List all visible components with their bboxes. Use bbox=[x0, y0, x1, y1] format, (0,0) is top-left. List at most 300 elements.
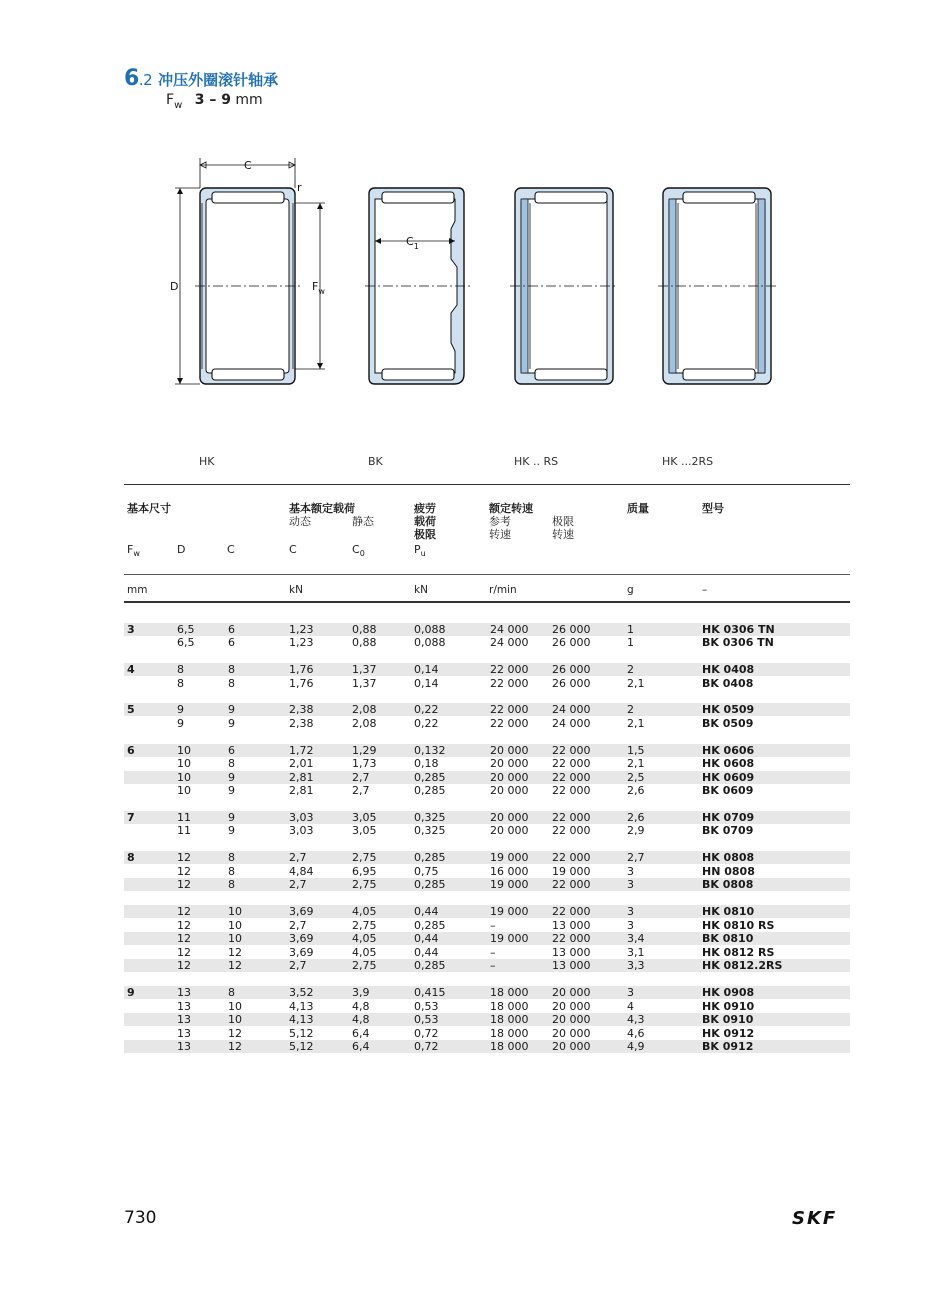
table-row bbox=[124, 986, 850, 999]
cell-cd: 2,81 bbox=[289, 784, 314, 797]
cell-ref: – bbox=[490, 946, 496, 959]
cell-ref: 20 000 bbox=[490, 744, 529, 757]
cell-c: 12 bbox=[228, 1040, 242, 1053]
cell-mass: 3 bbox=[627, 905, 634, 918]
bore-range-subheading: $F_w$ 3 – 9 mm bbox=[166, 92, 263, 111]
cell-cd: 2,81 bbox=[289, 771, 314, 784]
cell-ref: 16 000 bbox=[490, 865, 529, 878]
cell-des: BK 0808 bbox=[702, 878, 754, 891]
cell-cd: 3,69 bbox=[289, 946, 314, 959]
cell-lim: 22 000 bbox=[552, 757, 591, 770]
cell-des: HK 0808 bbox=[702, 851, 755, 864]
cell-mass: 1 bbox=[627, 623, 634, 636]
figure-label-hk-2rs: HK ...2RS bbox=[662, 455, 714, 468]
cell-ref: 19 000 bbox=[490, 878, 529, 891]
figure-label-bk: BK bbox=[368, 455, 383, 468]
cell-c0: 2,7 bbox=[352, 771, 370, 784]
cell-d: 11 bbox=[177, 824, 191, 837]
cell-pu: 0,325 bbox=[414, 811, 446, 824]
cell-mass: 3 bbox=[627, 919, 634, 932]
cell-c0: 6,4 bbox=[352, 1027, 370, 1040]
cell-lim: 13 000 bbox=[552, 946, 591, 959]
cell-fw: 6 bbox=[127, 744, 135, 757]
cell-pu: 0,44 bbox=[414, 946, 439, 959]
cell-des: HK 0609 bbox=[702, 771, 755, 784]
header-load-ratings: 基本额定载荷 bbox=[289, 502, 355, 515]
cell-c0: 3,9 bbox=[352, 986, 370, 999]
dim-c-label: C bbox=[244, 159, 252, 172]
cell-c: 6 bbox=[228, 744, 235, 757]
cell-c: 9 bbox=[228, 784, 235, 797]
cell-c: 9 bbox=[228, 717, 235, 730]
cell-des: HK 0306 TN bbox=[702, 623, 775, 636]
cell-c: 9 bbox=[228, 771, 235, 784]
cell-pu: 0,285 bbox=[414, 959, 446, 972]
cell-lim: 22 000 bbox=[552, 824, 591, 837]
cell-des: HK 0509 bbox=[702, 703, 755, 716]
cell-d: 13 bbox=[177, 1040, 191, 1053]
cell-c0: 2,08 bbox=[352, 703, 377, 716]
table-row bbox=[124, 771, 850, 784]
cell-pu: 0,132 bbox=[414, 744, 446, 757]
cell-d: 6,5 bbox=[177, 623, 195, 636]
cell-ref: 20 000 bbox=[490, 824, 529, 837]
cell-cd: 1,76 bbox=[289, 677, 314, 690]
cell-c0: 0,88 bbox=[352, 623, 377, 636]
units-bottom-rule bbox=[124, 601, 850, 603]
cell-c: 10 bbox=[228, 1000, 242, 1013]
cell-ref: 20 000 bbox=[490, 757, 529, 770]
cell-lim: 24 000 bbox=[552, 703, 591, 716]
unit-dash: – bbox=[702, 584, 708, 596]
table-row bbox=[124, 623, 850, 636]
cell-ref: 22 000 bbox=[490, 677, 529, 690]
cell-c0: 1,29 bbox=[352, 744, 377, 757]
cell-fw: 7 bbox=[127, 811, 135, 824]
cell-d: 13 bbox=[177, 986, 191, 999]
cell-d: 12 bbox=[177, 905, 191, 918]
table-row bbox=[124, 784, 850, 797]
cell-lim: 19 000 bbox=[552, 865, 591, 878]
cell-des: HK 0912 bbox=[702, 1027, 755, 1040]
cell-c: 10 bbox=[228, 905, 242, 918]
cell-cd: 2,7 bbox=[289, 851, 307, 864]
cell-c0: 2,75 bbox=[352, 959, 377, 972]
cell-fw: 5 bbox=[127, 703, 135, 716]
table-row bbox=[124, 677, 850, 690]
cell-c: 8 bbox=[228, 677, 235, 690]
cell-mass: 3 bbox=[627, 878, 634, 891]
cell-des: BK 0609 bbox=[702, 784, 754, 797]
cell-ref: 24 000 bbox=[490, 636, 529, 649]
cell-ref: 20 000 bbox=[490, 784, 529, 797]
unit-g: g bbox=[627, 584, 634, 596]
cell-d: 8 bbox=[177, 663, 184, 676]
cell-pu: 0,088 bbox=[414, 623, 446, 636]
cell-cd: 1,23 bbox=[289, 623, 314, 636]
cell-d: 11 bbox=[177, 811, 191, 824]
cell-d: 12 bbox=[177, 919, 191, 932]
table-row bbox=[124, 946, 850, 959]
cell-cd: 5,12 bbox=[289, 1027, 314, 1040]
cell-mass: 1,5 bbox=[627, 744, 645, 757]
hk-rs-drawing bbox=[510, 188, 618, 384]
cell-cd: 3,69 bbox=[289, 932, 314, 945]
cell-d: 12 bbox=[177, 865, 191, 878]
cell-fw: 8 bbox=[127, 851, 135, 864]
cell-ref: 24 000 bbox=[490, 623, 529, 636]
cell-c0: 2,75 bbox=[352, 851, 377, 864]
cell-lim: 20 000 bbox=[552, 1040, 591, 1053]
figure-label-hk-rs: HK .. RS bbox=[514, 455, 559, 468]
cell-des: BK 0306 TN bbox=[702, 636, 774, 649]
cell-mass: 3,1 bbox=[627, 946, 645, 959]
cell-des: HK 0812.2RS bbox=[702, 959, 783, 972]
header-divider bbox=[124, 574, 850, 575]
cell-des: HK 0810 RS bbox=[702, 919, 775, 932]
cell-c: 10 bbox=[228, 1013, 242, 1026]
cell-d: 10 bbox=[177, 771, 191, 784]
cell-pu: 0,325 bbox=[414, 824, 446, 837]
cell-mass: 2,6 bbox=[627, 811, 645, 824]
cell-cd: 3,52 bbox=[289, 986, 314, 999]
cell-c0: 4,05 bbox=[352, 946, 377, 959]
cell-d: 10 bbox=[177, 784, 191, 797]
cell-mass: 4,9 bbox=[627, 1040, 645, 1053]
table-row bbox=[124, 811, 850, 824]
cell-c: 8 bbox=[228, 663, 235, 676]
cell-d: 6,5 bbox=[177, 636, 195, 649]
cell-c: 9 bbox=[228, 811, 235, 824]
cell-c: 8 bbox=[228, 865, 235, 878]
table-row bbox=[124, 1027, 850, 1040]
cell-ref: 22 000 bbox=[490, 717, 529, 730]
cell-des: BK 0912 bbox=[702, 1040, 754, 1053]
cell-pu: 0,75 bbox=[414, 865, 439, 878]
unit-rmin: r/min bbox=[489, 584, 517, 596]
cell-pu: 0,415 bbox=[414, 986, 446, 999]
cell-pu: 0,285 bbox=[414, 784, 446, 797]
cell-mass: 4,3 bbox=[627, 1013, 645, 1026]
cell-pu: 0,088 bbox=[414, 636, 446, 649]
table-row bbox=[124, 851, 850, 864]
header-fatigue: 疲劳 载荷 极限 bbox=[414, 502, 436, 541]
cell-c0: 4,05 bbox=[352, 905, 377, 918]
cell-ref: 18 000 bbox=[490, 1040, 529, 1053]
cell-cd: 4,13 bbox=[289, 1013, 314, 1026]
cell-des: BK 0709 bbox=[702, 824, 754, 837]
cell-ref: 22 000 bbox=[490, 703, 529, 716]
header-reference-speed: 参考 转速 bbox=[489, 515, 511, 541]
cell-mass: 2,1 bbox=[627, 717, 645, 730]
cell-cd: 2,38 bbox=[289, 717, 314, 730]
cell-c0: 2,75 bbox=[352, 919, 377, 932]
table-row bbox=[124, 878, 850, 891]
table-row bbox=[124, 905, 850, 918]
unit-mm: mm bbox=[127, 584, 148, 596]
cell-lim: 22 000 bbox=[552, 744, 591, 757]
cell-mass: 4,6 bbox=[627, 1027, 645, 1040]
header-c0: $C_0$ bbox=[352, 543, 365, 559]
cell-d: 12 bbox=[177, 932, 191, 945]
cell-c0: 2,7 bbox=[352, 784, 370, 797]
header-speed-ratings: 额定转速 bbox=[489, 502, 533, 515]
table-row bbox=[124, 1000, 850, 1013]
cell-cd: 3,69 bbox=[289, 905, 314, 918]
cell-lim: 26 000 bbox=[552, 663, 591, 676]
cell-mass: 3,3 bbox=[627, 959, 645, 972]
cell-des: HK 0408 bbox=[702, 663, 755, 676]
cell-d: 9 bbox=[177, 717, 184, 730]
skf-logo: SKF bbox=[792, 1208, 838, 1229]
cell-pu: 0,22 bbox=[414, 703, 439, 716]
cell-pu: 0,44 bbox=[414, 905, 439, 918]
cell-lim: 22 000 bbox=[552, 932, 591, 945]
cell-ref: 20 000 bbox=[490, 771, 529, 784]
cell-c: 9 bbox=[228, 703, 235, 716]
cell-pu: 0,44 bbox=[414, 932, 439, 945]
cell-d: 12 bbox=[177, 878, 191, 891]
cell-pu: 0,14 bbox=[414, 677, 439, 690]
cell-c0: 1,37 bbox=[352, 677, 377, 690]
cell-cd: 3,03 bbox=[289, 824, 314, 837]
cell-lim: 22 000 bbox=[552, 851, 591, 864]
cell-pu: 0,285 bbox=[414, 878, 446, 891]
cell-d: 8 bbox=[177, 677, 184, 690]
cell-mass: 2 bbox=[627, 703, 634, 716]
bk-drawing bbox=[365, 188, 470, 384]
cell-c: 10 bbox=[228, 919, 242, 932]
cell-des: HK 0606 bbox=[702, 744, 755, 757]
cell-d: 10 bbox=[177, 757, 191, 770]
unit-kn-fatigue: kN bbox=[414, 584, 428, 596]
cell-c: 12 bbox=[228, 946, 242, 959]
cell-cd: 2,7 bbox=[289, 959, 307, 972]
cell-ref: 18 000 bbox=[490, 986, 529, 999]
header-pu: $P_u$ bbox=[414, 543, 426, 559]
header-c-dynamic: C bbox=[289, 543, 297, 556]
header-mass: 质量 bbox=[627, 502, 649, 515]
table-row bbox=[124, 744, 850, 757]
cell-mass: 2,6 bbox=[627, 784, 645, 797]
section-heading bbox=[124, 66, 278, 91]
cell-c0: 3,05 bbox=[352, 811, 377, 824]
cell-ref: 22 000 bbox=[490, 663, 529, 676]
cell-des: BK 0408 bbox=[702, 677, 754, 690]
cell-lim: 13 000 bbox=[552, 919, 591, 932]
cell-c: 12 bbox=[228, 1027, 242, 1040]
cell-cd: 2,7 bbox=[289, 878, 307, 891]
table-row bbox=[124, 717, 850, 730]
cell-ref: 19 000 bbox=[490, 851, 529, 864]
cell-cd: 3,03 bbox=[289, 811, 314, 824]
cell-c0: 4,8 bbox=[352, 1000, 370, 1013]
cell-cd: 5,12 bbox=[289, 1040, 314, 1053]
cell-c0: 3,05 bbox=[352, 824, 377, 837]
cell-fw: 9 bbox=[127, 986, 135, 999]
cell-c0: 6,95 bbox=[352, 865, 377, 878]
cell-d: 12 bbox=[177, 851, 191, 864]
cell-des: HK 0709 bbox=[702, 811, 755, 824]
cell-lim: 22 000 bbox=[552, 771, 591, 784]
cell-d: 12 bbox=[177, 959, 191, 972]
cell-ref: 19 000 bbox=[490, 932, 529, 945]
unit-kn-load: kN bbox=[289, 584, 303, 596]
table-row bbox=[124, 959, 850, 972]
figure-label-hk: HK bbox=[199, 455, 215, 468]
header-fw: $F_w$ bbox=[127, 543, 140, 559]
section-title: 冲压外圈滚针轴承 bbox=[158, 71, 279, 89]
cell-ref: 19 000 bbox=[490, 905, 529, 918]
cell-cd: 1,72 bbox=[289, 744, 314, 757]
cell-c: 10 bbox=[228, 932, 242, 945]
cell-lim: 20 000 bbox=[552, 986, 591, 999]
table-row bbox=[124, 824, 850, 837]
cell-des: HK 0810 bbox=[702, 905, 755, 918]
cell-lim: 20 000 bbox=[552, 1013, 591, 1026]
cell-mass: 1 bbox=[627, 636, 634, 649]
cell-pu: 0,14 bbox=[414, 663, 439, 676]
cell-c0: 2,08 bbox=[352, 717, 377, 730]
table-row bbox=[124, 919, 850, 932]
cell-lim: 24 000 bbox=[552, 717, 591, 730]
svg-text:Fw: $F_w$ bbox=[312, 280, 325, 296]
cell-d: 13 bbox=[177, 1013, 191, 1026]
cell-ref: – bbox=[490, 959, 496, 972]
cell-des: BK 0509 bbox=[702, 717, 754, 730]
header-c: C bbox=[227, 543, 235, 556]
cell-lim: 20 000 bbox=[552, 1027, 591, 1040]
cell-des: HK 0908 bbox=[702, 986, 755, 999]
cell-mass: 4 bbox=[627, 1000, 634, 1013]
dim-d-label: D bbox=[170, 280, 179, 293]
bearing-section-drawings bbox=[0, 150, 950, 450]
cell-lim: 26 000 bbox=[552, 623, 591, 636]
cell-ref: 18 000 bbox=[490, 1000, 529, 1013]
table-row bbox=[124, 757, 850, 770]
cell-c0: 0,88 bbox=[352, 636, 377, 649]
cell-mass: 3 bbox=[627, 865, 634, 878]
cell-cd: 4,13 bbox=[289, 1000, 314, 1013]
cell-lim: 22 000 bbox=[552, 784, 591, 797]
cell-fw: 4 bbox=[127, 663, 135, 676]
cell-c: 6 bbox=[228, 636, 235, 649]
cell-pu: 0,285 bbox=[414, 919, 446, 932]
cell-c: 12 bbox=[228, 959, 242, 972]
cell-des: HK 0608 bbox=[702, 757, 755, 770]
cell-cd: 1,76 bbox=[289, 663, 314, 676]
cell-des: HK 0910 bbox=[702, 1000, 755, 1013]
table-row bbox=[124, 663, 850, 676]
cell-ref: 18 000 bbox=[490, 1027, 529, 1040]
cell-d: 13 bbox=[177, 1000, 191, 1013]
cell-pu: 0,22 bbox=[414, 717, 439, 730]
cell-c: 8 bbox=[228, 851, 235, 864]
cell-c0: 1,73 bbox=[352, 757, 377, 770]
cell-mass: 2,9 bbox=[627, 824, 645, 837]
cell-c0: 2,75 bbox=[352, 878, 377, 891]
cell-c0: 4,05 bbox=[352, 932, 377, 945]
cell-des: BK 0810 bbox=[702, 932, 754, 945]
cell-d: 9 bbox=[177, 703, 184, 716]
cell-pu: 0,53 bbox=[414, 1013, 439, 1026]
cell-des: HN 0808 bbox=[702, 865, 755, 878]
table-row bbox=[124, 703, 850, 716]
cell-c: 9 bbox=[228, 824, 235, 837]
table-top-rule bbox=[124, 484, 850, 485]
cell-ref: – bbox=[490, 919, 496, 932]
cell-d: 13 bbox=[177, 1027, 191, 1040]
cell-c0: 6,4 bbox=[352, 1040, 370, 1053]
cell-cd: 4,84 bbox=[289, 865, 314, 878]
header-dynamic: 动态 bbox=[289, 515, 311, 528]
cell-cd: 2,01 bbox=[289, 757, 314, 770]
cell-lim: 22 000 bbox=[552, 811, 591, 824]
cell-c: 6 bbox=[228, 623, 235, 636]
cell-cd: 1,23 bbox=[289, 636, 314, 649]
cell-ref: 20 000 bbox=[490, 811, 529, 824]
cell-cd: 2,38 bbox=[289, 703, 314, 716]
cell-lim: 26 000 bbox=[552, 677, 591, 690]
header-d: D bbox=[177, 543, 186, 556]
cell-pu: 0,53 bbox=[414, 1000, 439, 1013]
cell-cd: 2,7 bbox=[289, 919, 307, 932]
cell-lim: 22 000 bbox=[552, 905, 591, 918]
header-limiting-speed: 极限 转速 bbox=[552, 515, 574, 541]
cell-mass: 2,5 bbox=[627, 771, 645, 784]
cell-lim: 22 000 bbox=[552, 878, 591, 891]
cell-lim: 26 000 bbox=[552, 636, 591, 649]
cell-pu: 0,72 bbox=[414, 1040, 439, 1053]
cell-ref: 18 000 bbox=[490, 1013, 529, 1026]
cell-pu: 0,285 bbox=[414, 851, 446, 864]
table-row bbox=[124, 1040, 850, 1053]
table-row bbox=[124, 932, 850, 945]
cell-mass: 3 bbox=[627, 986, 634, 999]
cell-fw: 3 bbox=[127, 623, 135, 636]
table-row bbox=[124, 636, 850, 649]
cell-c0: 1,37 bbox=[352, 663, 377, 676]
cell-mass: 2,1 bbox=[627, 757, 645, 770]
hk-drawing bbox=[170, 158, 325, 384]
page-number: 730 bbox=[124, 1208, 157, 1228]
header-basic-dims: 基本尺寸 bbox=[127, 502, 171, 515]
cell-d: 12 bbox=[177, 946, 191, 959]
cell-lim: 13 000 bbox=[552, 959, 591, 972]
cell-c0: 4,8 bbox=[352, 1013, 370, 1026]
header-designation: 型号 bbox=[702, 502, 724, 515]
svg-text:C1: $C_1$ bbox=[406, 235, 419, 251]
cell-mass: 2,1 bbox=[627, 677, 645, 690]
cell-pu: 0,285 bbox=[414, 771, 446, 784]
table-row bbox=[124, 1013, 850, 1026]
cell-c: 8 bbox=[228, 757, 235, 770]
section-number: 6.2 bbox=[124, 66, 153, 91]
cell-des: HK 0812 RS bbox=[702, 946, 775, 959]
cell-c: 8 bbox=[228, 878, 235, 891]
hk-2rs-drawing bbox=[658, 188, 776, 384]
cell-mass: 2,7 bbox=[627, 851, 645, 864]
cell-mass: 3,4 bbox=[627, 932, 645, 945]
cell-des: BK 0910 bbox=[702, 1013, 754, 1026]
cell-c: 8 bbox=[228, 986, 235, 999]
dim-r-label: r bbox=[297, 181, 302, 194]
cell-pu: 0,72 bbox=[414, 1027, 439, 1040]
cell-pu: 0,18 bbox=[414, 757, 439, 770]
header-static: 静态 bbox=[352, 515, 374, 528]
cell-mass: 2 bbox=[627, 663, 634, 676]
cell-d: 10 bbox=[177, 744, 191, 757]
